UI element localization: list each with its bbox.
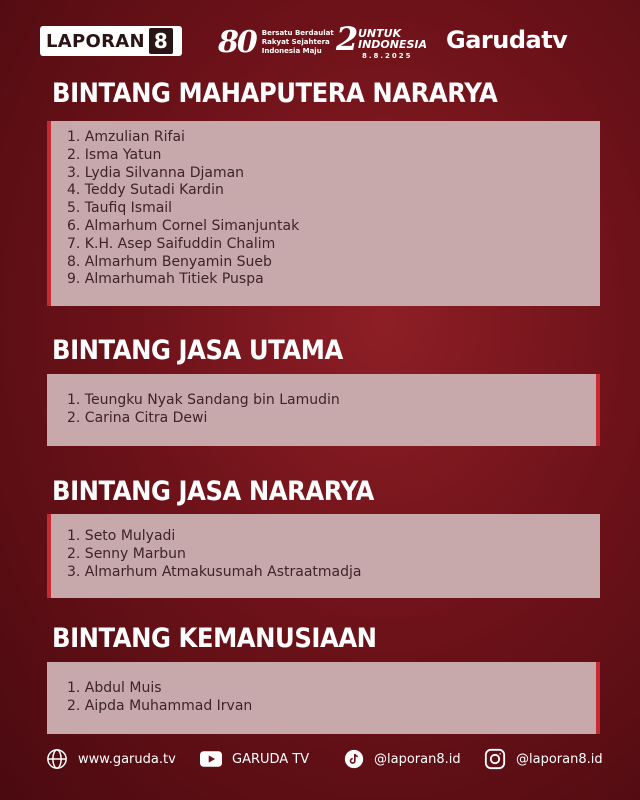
list-item: 2. Carina Citra Dewi xyxy=(67,409,208,426)
section-title-jasa-nararya: BINTANG JASA NARARYA xyxy=(52,476,374,507)
recipient-list xyxy=(67,680,596,716)
list-item: 1. Seto Mulyadi xyxy=(67,528,176,544)
hut-ri-80-tagline xyxy=(262,29,334,56)
list-item: 1. Amzulian Rifai xyxy=(67,129,185,145)
list-item: 5. Taufiq Ismail xyxy=(67,200,173,217)
list-item: 7. K.H. Asep Saifuddin Chalim xyxy=(67,235,276,252)
instagram-link[interactable] xyxy=(484,746,603,772)
laporan8-logo-number: 8 xyxy=(149,28,173,54)
untuk-text-line-1: UNTUK xyxy=(358,27,402,40)
header-logos xyxy=(0,20,640,64)
untuk-indonesia-text xyxy=(358,28,427,50)
footer-social-links xyxy=(0,746,640,776)
recipient-list xyxy=(67,392,596,428)
list-item: 2. Aipda Muhammad Irvan xyxy=(67,697,253,714)
section-title-kemanusiaan: BINTANG KEMANUSIAAN xyxy=(52,623,377,654)
list-item: 3. Lydia Silvanna Djaman xyxy=(67,164,245,181)
tagline-line-2: Rakyat Sejahtera xyxy=(261,37,330,46)
list-panel-jasa-utama xyxy=(47,374,600,446)
website-text: www.garuda.tv xyxy=(78,751,176,767)
list-item: 8. Almarhum Benyamin Sueb xyxy=(67,253,272,270)
youtube-icon xyxy=(200,751,222,767)
untuk-indonesia-number: 2 xyxy=(336,20,359,58)
tiktok-text: @laporan8.id xyxy=(374,751,461,767)
tiktok-icon xyxy=(344,749,364,769)
recipient-list xyxy=(67,528,600,581)
untuk-indonesia-date: 8.8.2025 xyxy=(362,52,413,60)
list-item: 1. Abdul Muis xyxy=(67,680,162,696)
list-item: 6. Almarhum Cornel Simanjuntak xyxy=(67,217,300,234)
tagline-line-1: Bersatu Berdaulat xyxy=(261,28,334,37)
list-item: 1. Teungku Nyak Sandang bin Lamudin xyxy=(67,392,340,408)
recipient-list xyxy=(67,129,600,289)
tagline-line-3: Indonesia Maju xyxy=(261,46,322,55)
hut-ri-80-number: 80 xyxy=(218,24,256,60)
list-item: 2. Isma Yatun xyxy=(67,146,162,163)
garudatv-logo: Garudatv xyxy=(446,26,568,54)
list-panel-mahaputera-nararya xyxy=(47,121,600,306)
list-item: 4. Teddy Sutadi Kardin xyxy=(67,182,224,199)
instagram-text: @laporan8.id xyxy=(516,751,603,767)
globe-icon xyxy=(46,748,68,770)
list-panel-kemanusiaan xyxy=(47,662,600,734)
list-panel-jasa-nararya xyxy=(47,514,600,598)
laporan8-logo-word: LAPORAN xyxy=(46,30,145,52)
instagram-icon xyxy=(484,748,506,770)
youtube-text: GARUDA TV xyxy=(232,751,310,767)
laporan8-logo xyxy=(40,26,182,56)
untuk-text-line-2: INDONESIA xyxy=(358,38,428,51)
untuk-indonesia-logo xyxy=(336,22,426,62)
section-title-mahaputera-nararya: BINTANG MAHAPUTERA NARARYA xyxy=(52,78,498,109)
list-item: 9. Almarhumah Titiek Puspa xyxy=(67,271,264,288)
section-title-jasa-utama: BINTANG JASA UTAMA xyxy=(52,335,343,366)
hut-ri-80-logo xyxy=(218,24,338,60)
tiktok-link[interactable] xyxy=(344,746,461,772)
youtube-link[interactable] xyxy=(200,746,309,772)
list-item: 2. Senny Marbun xyxy=(67,545,186,562)
list-item: 3. Almarhum Atmakusumah Astraatmadja xyxy=(67,563,362,580)
website-link[interactable] xyxy=(46,746,176,772)
